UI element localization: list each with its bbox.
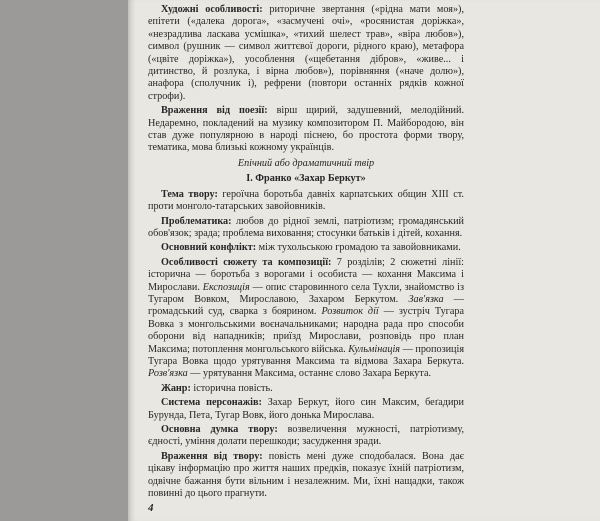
text-exposition: — опис старовинного села Тухли, знайомство із Тугаром Вовком, Мирославою, Захаром Беркутом. — [148, 281, 465, 305]
label-resolution: Розв'язка — [148, 368, 188, 380]
text-plot: 7 розділів; 2 сюжетні лінії: історична — боротьба з ворогами і особиста — кохання Максима і Мирослави. — [148, 256, 464, 293]
paragraph-characters — [148, 397, 464, 422]
text-main-idea: возвеличення мужності, патріотизму, єдності, уміння долати перешкоди; засудження зради. — [148, 424, 464, 448]
paragraph-work-impression — [148, 451, 464, 501]
page-number: 4 — [148, 502, 154, 514]
text-climax: — пропозиція Тугара Вовка щодо урятування Максима та відмова Захара Беркута. — [148, 343, 465, 367]
page-content — [148, 4, 464, 502]
work-title: І. Франко «Захар Беркут» — [246, 173, 366, 185]
paragraph-poem-impression — [148, 105, 464, 155]
paragraph-theme — [148, 189, 464, 214]
text-inciting: — громадський суд, сварка з боярином. — [148, 293, 464, 318]
text-resolution: — урятування Максима, останнє слово Захара Беркута. — [187, 368, 432, 380]
text-genre: історична повість. — [190, 382, 273, 394]
label-characters: Система персонажів: — [161, 397, 262, 409]
paragraph-plot — [148, 257, 464, 381]
paragraph-artistic-features — [148, 4, 464, 103]
text-theme: героїчна боротьба давніх карпатських общин XIII ст. проти монголо-татарських завойовників. — [148, 188, 464, 213]
text-artistic-features: риторичне звертання («рідна мати моя»), епітети («далека дорога», «засмучені очі», «росянистая доріжка», «незрадлива ласкава усмішка», «тихий шелест трав», «віра любов»), символ (рушник — символ життєвої дороги, рідного краю), метафора («цвіте доріжка»), уособлення («щебетання дібров», «живе... і дитинство, й розлука, і вірна любов»), порівняння («наче долю»), анафора (сполучник і), рефрени (повтори останніх рядків кожної строфи). — [148, 4, 464, 102]
label-artistic-features: Художні особливості: — [161, 4, 263, 15]
text-development: — зустріч Тугара Вовка з монгольськими воєначальниками; народна рада про способи оборони від нападників; приїзд Мирослави, розповідь про план Максима; потоплення монгольського війська. — [148, 306, 464, 355]
label-exposition: Експозиція — [202, 281, 250, 293]
paragraph-genre — [148, 383, 464, 395]
text-conflict: між тухольською громадою та завойовниками. — [256, 242, 461, 254]
label-inciting: Зав'язка — [408, 293, 444, 305]
label-main-idea: Основна думка твору: — [161, 424, 278, 435]
label-plot: Особливості сюжету та композиції: — [161, 256, 332, 268]
label-genre: Жанр: — [161, 382, 191, 394]
text-characters: Захар Беркут, його син Максим, беґадири Бурунда, Пета, Тугар Вовк, його донька Мирослава. — [148, 397, 464, 421]
genre-heading: Епічний або драматичний твір — [237, 157, 375, 169]
text-work-impression: повість мені дуже сподобалася. Вона дає цікаву інформацію про життя наших предків, показує їхній патріотизм, одвічне бажання бути вільним і незалежним. Ми, їхні нащадки, також повинні до цього прагнути. — [148, 450, 464, 500]
paragraph-problems — [148, 216, 464, 241]
paragraph-main-idea — [148, 424, 464, 449]
label-problems: Проблематика: — [161, 215, 232, 227]
label-climax: Кульмінація — [348, 343, 401, 355]
label-conflict: Основний конфлікт: — [161, 242, 257, 254]
label-theme: Тема твору: — [161, 188, 218, 200]
text-problems: любов до рідної землі, патріотизм; громадянський обов'язок; зрада; проблема виховання; стосунки батьків і дітей, кохання. — [148, 215, 464, 239]
label-poem-impression: Враження від поезії: — [161, 105, 268, 117]
label-development: Розвиток дії — [321, 306, 379, 318]
paragraph-conflict — [148, 242, 464, 254]
label-work-impression: Враження від твору: — [161, 450, 263, 462]
text-poem-impression: вірш щирий, задушевний, мелодійний. Недаремно, покладений на музику композитором П. Майбородою, він став дуже популярною в народі піснею, бо простота форми твору, тематика, мова близькі кожному українців. — [148, 105, 465, 154]
